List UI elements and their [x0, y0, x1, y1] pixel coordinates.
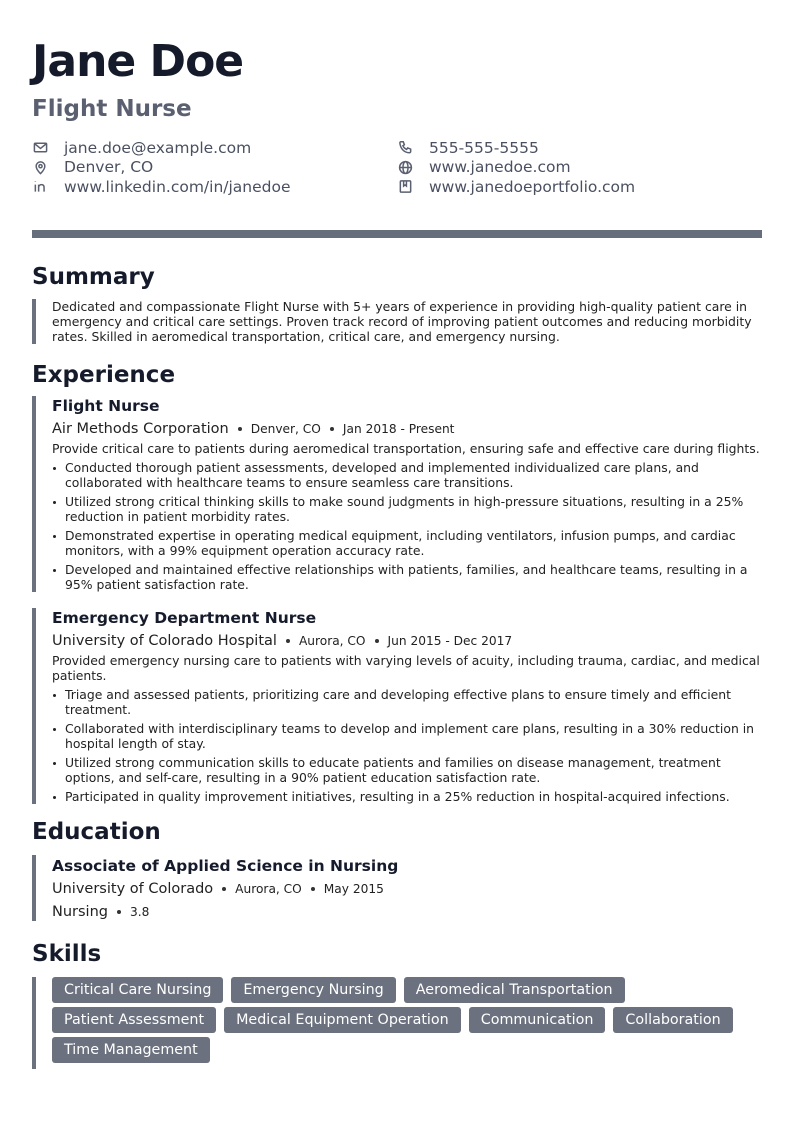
job-title: Flight Nurse [52, 396, 160, 415]
linkedin-text: www.linkedin.com/in/janedoe [64, 177, 291, 196]
job-company: University of Colorado Hospital [52, 632, 277, 649]
education-heading: Education [32, 818, 161, 845]
linkedin-icon [32, 179, 48, 195]
contact-linkedin[interactable] [32, 177, 397, 197]
portfolio-text: www.janedoeportfolio.com [429, 177, 636, 196]
email-text: jane.doe@example.com [64, 138, 252, 157]
education-degree: Associate of Applied Science in Nursing [52, 856, 399, 875]
contact-info [32, 138, 762, 197]
job-bullet: Collaborated with interdisciplinary teams to develop and implement care plans, resulting in a 30% reduction in hospital length of stay. [52, 721, 762, 751]
job-bullet: Utilized strong critical thinking skills to make sound judgments in high-pressure situations, resulting in a 25% reduction in patient morbidity rates. [52, 494, 762, 524]
separator-dot [286, 639, 290, 643]
contact-phone[interactable] [397, 138, 762, 158]
skills-list [52, 977, 772, 1069]
location-pin-icon [32, 159, 48, 175]
job-entry [32, 396, 762, 592]
header-divider [32, 230, 762, 238]
education-school: University of Colorado [52, 880, 214, 897]
phone-text: 555-555-5555 [429, 138, 539, 157]
job-company: Air Methods Corporation [52, 420, 229, 437]
summary-text: Dedicated and compassionate Flight Nurse with 5+ years of experience in providing high-quality patient care in emergency and critical care settings. Proven track record of improving patient outcomes and reducing morbidity rates. Skilled in aeromedical transportation, critical care, and emergency nursing. [32, 299, 762, 344]
job-title: Emergency Department Nurse [52, 608, 317, 627]
education-gpa: 3.8 [129, 904, 150, 919]
job-bullet: Developed and maintained effective relationships with patients, families, and healthcare teams, resulting in a 95% patient satisfaction rate. [52, 562, 762, 592]
separator-dot [238, 427, 242, 431]
separator-dot [117, 910, 121, 914]
portfolio-bookmark-icon [397, 179, 413, 195]
contact-email[interactable] [32, 138, 397, 158]
skill-tag: Patient Assessment [52, 1007, 216, 1033]
job-location: Aurora, CO [298, 633, 366, 648]
education-meta [52, 880, 762, 898]
job-entry [32, 608, 762, 804]
candidate-name: Jane Doe [32, 36, 244, 87]
job-description: Provide critical care to patients during aeromedical transportation, ensuring safe and effective care during flights. [52, 440, 760, 456]
job-bullet: Conducted thorough patient assessments, developed and implemented individualized care plans, and collaborated with healthcare teams to ensure seamless care transitions. [52, 460, 762, 490]
job-bullet: Triage and assessed patients, prioritizing care and developing effective plans to ensure timely and efficient treatment. [52, 687, 762, 717]
separator-dot [330, 427, 334, 431]
skill-tag: Aeromedical Transportation [404, 977, 625, 1003]
phone-icon [397, 140, 413, 156]
contact-website[interactable] [397, 158, 762, 178]
candidate-title: Flight Nurse [32, 96, 192, 122]
education-location: Aurora, CO [235, 881, 302, 896]
education-field: Nursing [52, 903, 108, 920]
summary-heading: Summary [32, 263, 155, 290]
skills-block [32, 977, 762, 1069]
job-meta [52, 632, 762, 650]
job-location: Denver, CO [250, 421, 321, 436]
resume-page [32, 36, 762, 1069]
experience-heading: Experience [32, 361, 176, 388]
job-bullets [52, 460, 762, 592]
skill-tag: Emergency Nursing [231, 977, 395, 1003]
job-bullets [52, 687, 762, 804]
job-bullet: Utilized strong communication skills to educate patients and families on disease management, treatment options, and self-care, resulting in a 90% patient education satisfaction rate. [52, 755, 762, 785]
job-dates: Jan 2018 - Present [342, 421, 455, 436]
location-text: Denver, CO [64, 158, 154, 177]
job-bullet: Demonstrated expertise in operating medical equipment, including ventilators, infusion pumps, and cardiac monitors, with a 99% equipment operation accuracy rate. [52, 528, 762, 558]
job-description: Provided emergency nursing care to patients with varying levels of acuity, including trauma, cardiac, and medical patients. [52, 652, 760, 683]
skill-tag: Critical Care Nursing [52, 977, 223, 1003]
mail-icon [32, 140, 48, 156]
job-meta [52, 420, 762, 438]
separator-dot [222, 887, 226, 891]
skills-heading: Skills [32, 940, 102, 967]
education-entry [32, 855, 762, 921]
separator-dot [311, 887, 315, 891]
education-date: May 2015 [323, 881, 384, 896]
job-dates: Jun 2015 - Dec 2017 [387, 633, 513, 648]
contact-location [32, 158, 397, 178]
skill-tag: Communication [469, 1007, 606, 1033]
job-bullet: Participated in quality improvement initiatives, resulting in a 25% reduction in hospital-acquired infections. [52, 789, 762, 804]
skill-tag: Medical Equipment Operation [224, 1007, 461, 1033]
separator-dot [375, 639, 379, 643]
skill-tag: Time Management [52, 1037, 210, 1063]
website-text: www.janedoe.com [429, 158, 571, 177]
skill-tag: Collaboration [613, 1007, 732, 1033]
contact-portfolio[interactable] [397, 177, 762, 197]
education-field-meta [52, 903, 762, 921]
globe-icon [397, 159, 413, 175]
